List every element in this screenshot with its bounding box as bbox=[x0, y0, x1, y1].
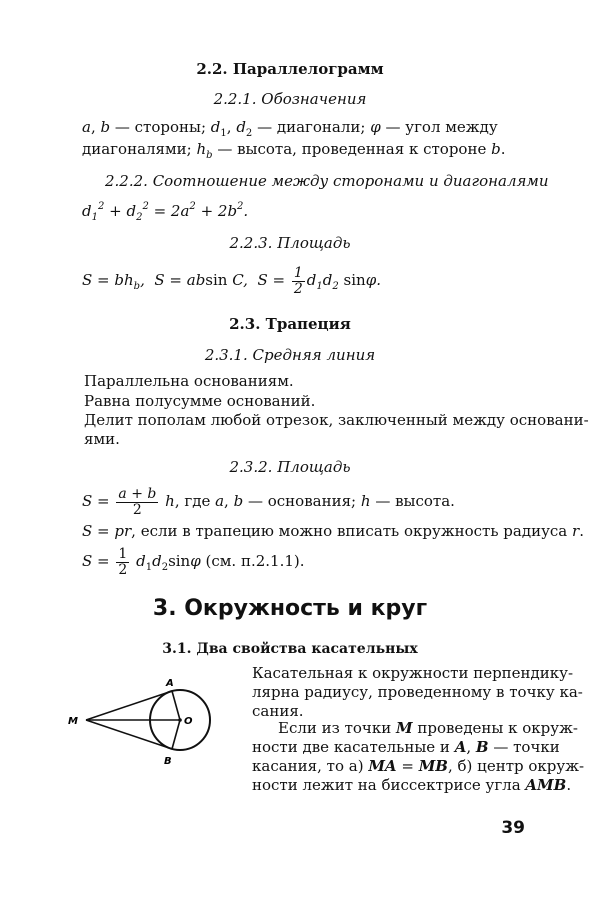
subsection-2-3-2: 2.3.2. Площадь bbox=[229, 458, 351, 476]
trapezoid-area-2: S = pr, если в трапецию можно вписать окружность радиуса r. bbox=[82, 522, 584, 540]
page-number: 39 bbox=[501, 818, 525, 838]
radius-oa bbox=[172, 691, 180, 720]
tangent-prop-1-l2: лярна радиусу, проведенному в точку ка- bbox=[252, 683, 583, 701]
label-a: A bbox=[166, 678, 174, 689]
trapezoid-area-3: S = $\frac{1}{2}$ $d_1d_2\sin\varphi$ (см. п.2.1.1). bbox=[82, 545, 305, 578]
subsection-2-2-1: 2.2.1. Обозначения bbox=[213, 90, 367, 108]
notation-line-2: диагоналями; $h_b$ — высота, проведенная к стороне b. bbox=[82, 140, 506, 161]
section-2-3-title: 2.3. Трапеция bbox=[229, 315, 351, 333]
tangent-mb bbox=[86, 720, 172, 749]
midline-prop-2: Равна полусумме оснований. bbox=[84, 392, 316, 410]
radius-ob bbox=[172, 720, 180, 749]
midline-prop-3b: ями. bbox=[84, 430, 120, 448]
tangent-prop-1-l3: сания. bbox=[252, 702, 304, 720]
fraction-a-plus-b-over-2: $\frac{a + b}{2}$ bbox=[118, 485, 157, 518]
chapter-3-title: 3. Окружность и круг bbox=[152, 596, 428, 621]
section-2-2-title: 2.2. Параллелограмм bbox=[196, 60, 384, 78]
midline-prop-3a: Делит пополам любой отрезок, заключенный между основани- bbox=[84, 411, 589, 429]
fraction-half: $\frac{1}{2}$ bbox=[293, 264, 303, 297]
tangent-prop-2-l3: касания, то а) MA = MB, б) центр окруж- bbox=[252, 757, 585, 775]
label-b: B bbox=[164, 756, 172, 767]
subsection-2-2-3: 2.2.3. Площадь bbox=[229, 234, 351, 252]
label-o: O bbox=[184, 716, 193, 727]
tangent-ma bbox=[86, 691, 172, 720]
tangent-figure bbox=[60, 670, 230, 770]
tangent-prop-2-l2: ности две касательные и A, B — точки bbox=[252, 738, 560, 756]
label-m: M bbox=[68, 716, 78, 727]
trapezoid-area-1: S = $\frac{a + b}{2}$ h, где a, b — основания; h — высота. bbox=[82, 485, 455, 518]
tangent-prop-2-l4: ности лежит на биссектрисе угла AMB. bbox=[252, 776, 572, 794]
subsection-2-2-2: 2.2.2. Соотношение между сторонами и диагоналями bbox=[105, 172, 549, 190]
midline-prop-1: Параллельна основаниям. bbox=[84, 372, 294, 390]
diagonal-relation: $d_1^2 + d_2^2 = 2a^2 + 2b^2$. bbox=[82, 201, 249, 223]
center-point bbox=[178, 718, 182, 722]
section-3-1-title: 3.1. Два свойства касательных bbox=[162, 641, 418, 657]
parallelogram-area-formula: $S = bh_b$, S = absin C, S = $\frac{1}{2}$ $d_1d_2$ sinφ. bbox=[82, 264, 381, 297]
subsection-2-3-1: 2.3.1. Средняя линия bbox=[204, 346, 376, 364]
notation-line-1: a, b — стороны; $d_1$, $d_2$ — диагонали; φ — угол между bbox=[82, 118, 498, 139]
tangent-prop-2-l1: Если из точки M проведены к окруж- bbox=[278, 719, 578, 737]
fraction-half-2: $\frac{1}{2}$ bbox=[118, 545, 128, 578]
tangent-prop-1-l1: Касательная к окружности перпендику- bbox=[252, 664, 574, 682]
